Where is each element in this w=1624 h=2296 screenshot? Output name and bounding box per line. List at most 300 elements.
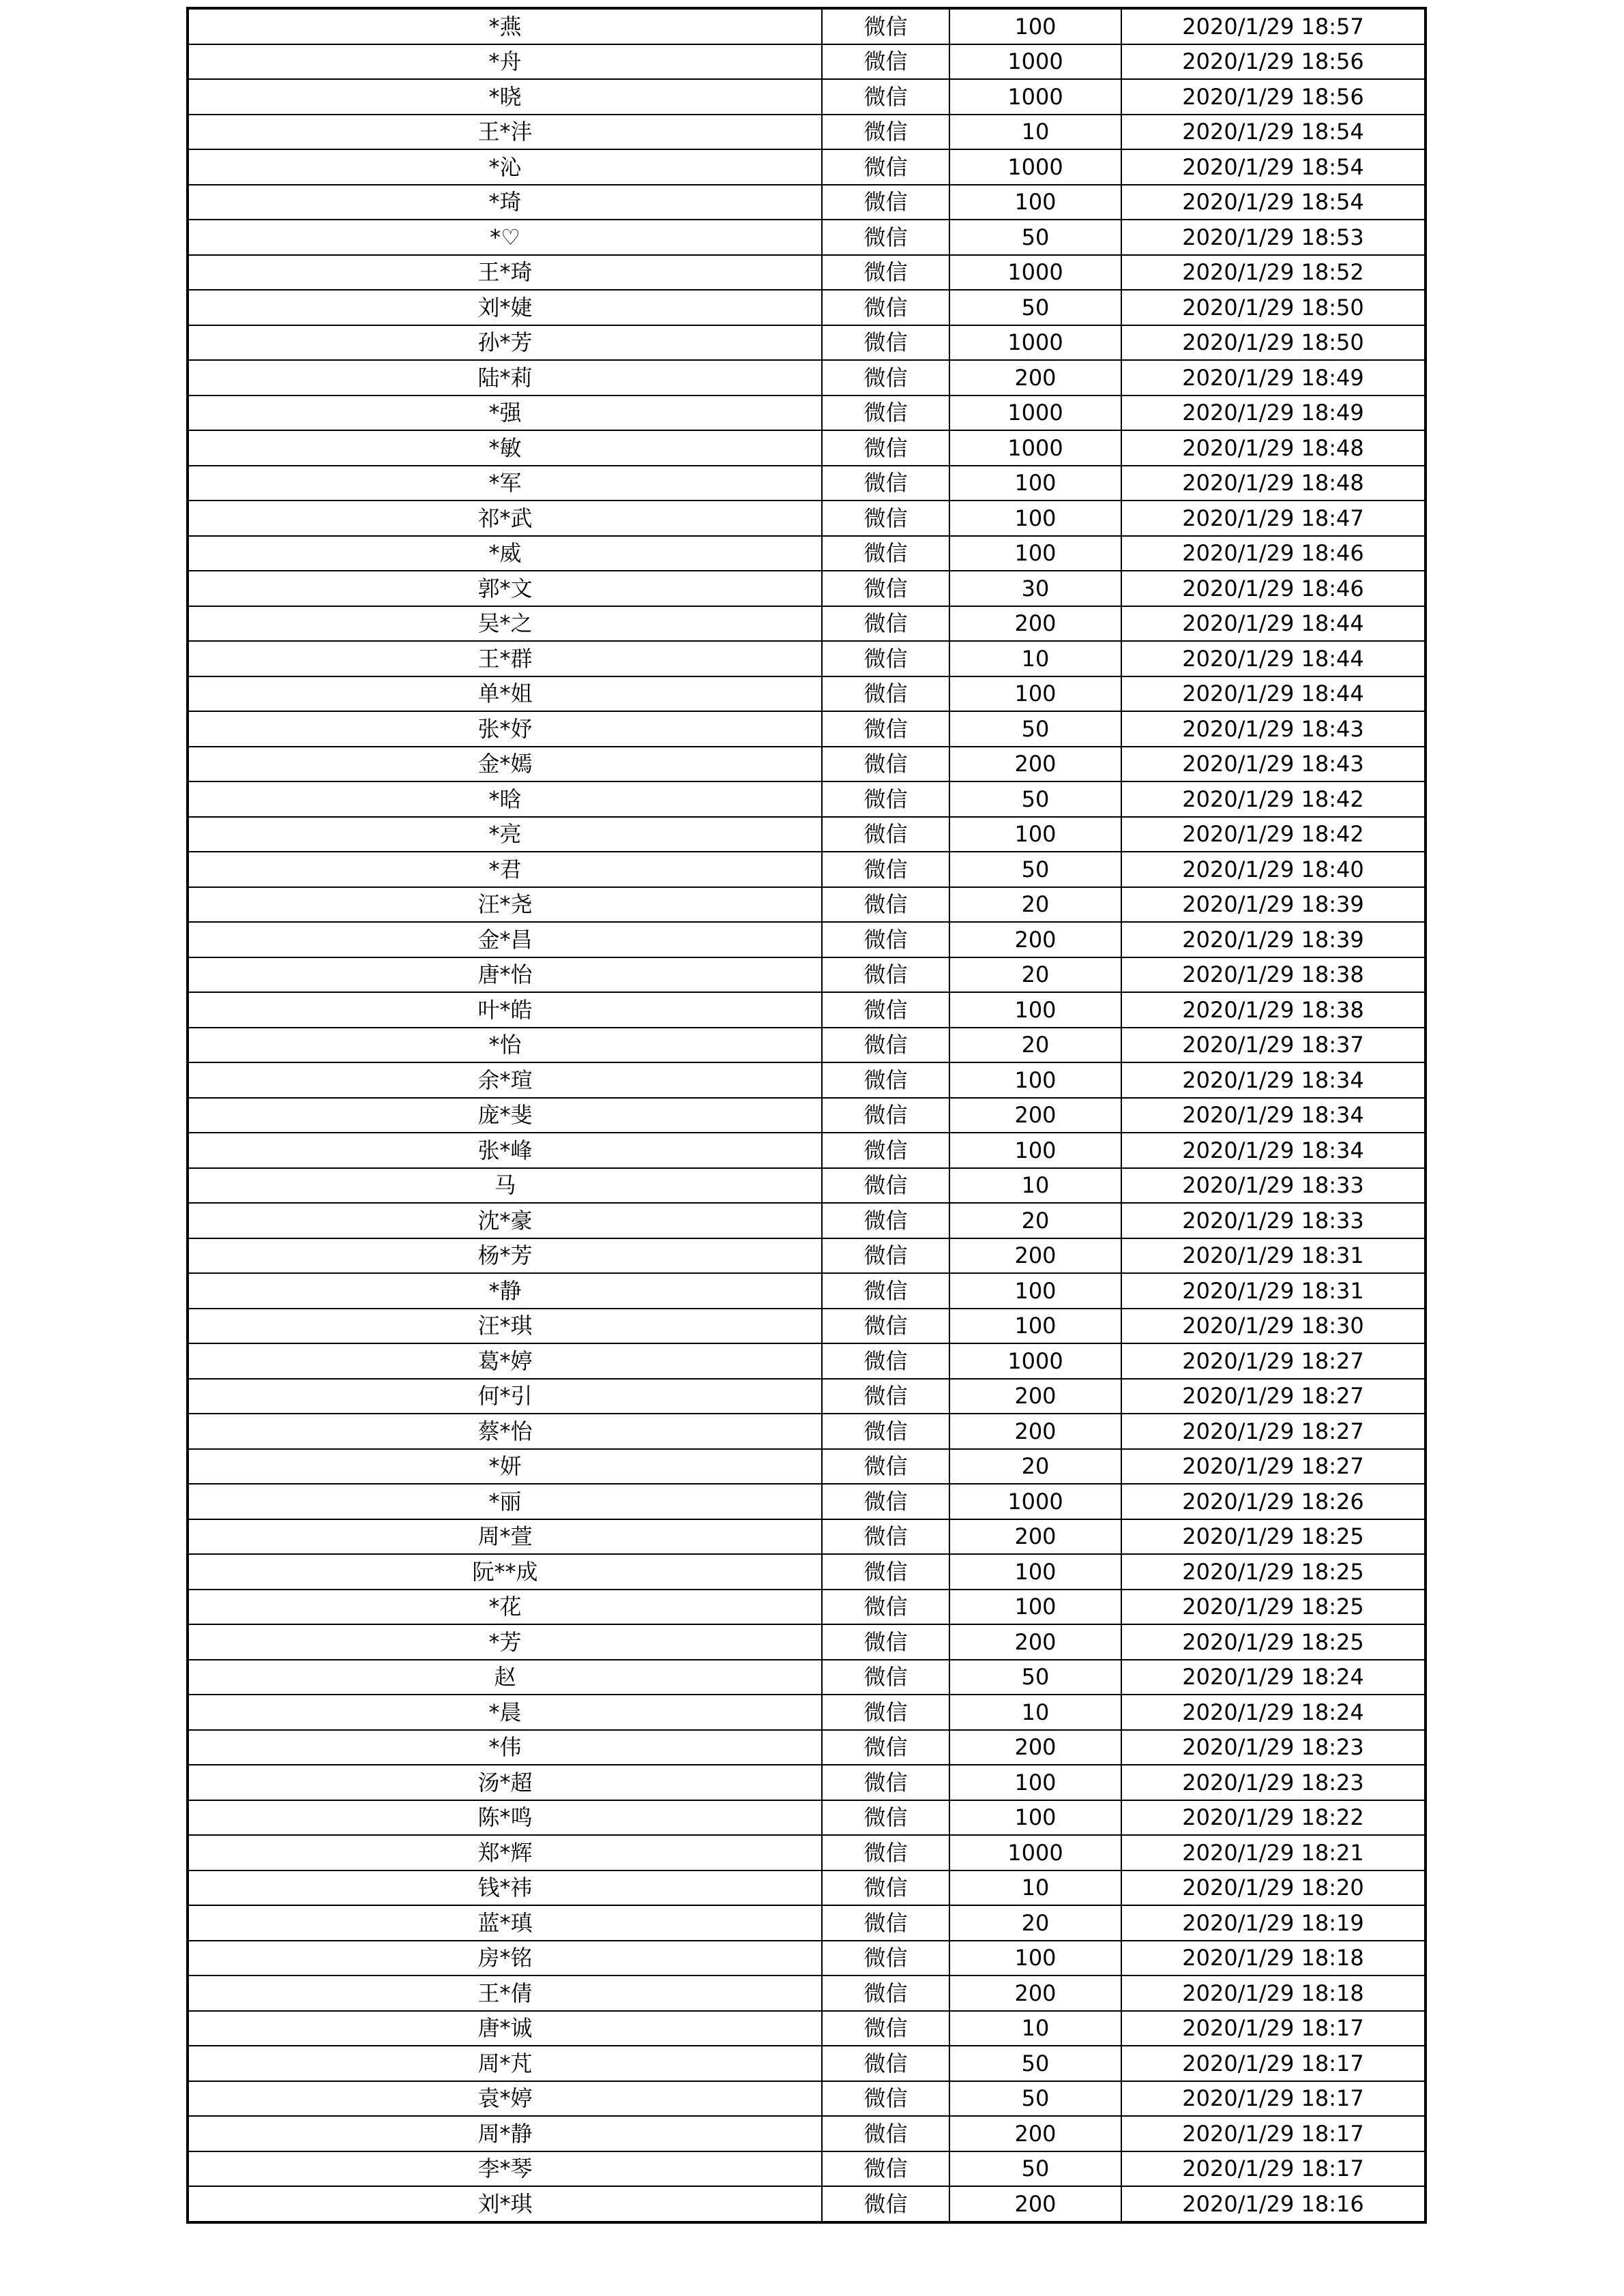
amount-cell: 100 xyxy=(949,1800,1121,1836)
timestamp-cell: 2020/1/29 18:39 xyxy=(1121,922,1426,957)
table-row xyxy=(188,1660,1426,1695)
timestamp-cell: 2020/1/29 18:56 xyxy=(1121,44,1426,80)
table-row xyxy=(188,430,1426,466)
payment-method-cell: 微信 xyxy=(822,606,949,642)
amount-cell: 200 xyxy=(949,1519,1121,1555)
donor-name-cell: *军 xyxy=(188,466,822,501)
amount-cell: 20 xyxy=(949,1028,1121,1063)
timestamp-cell: 2020/1/29 18:46 xyxy=(1121,536,1426,571)
payment-method-cell: 微信 xyxy=(822,1098,949,1133)
table-row xyxy=(188,1098,1426,1133)
table-row xyxy=(188,1941,1426,1976)
payment-method-cell: 微信 xyxy=(822,325,949,361)
timestamp-cell: 2020/1/29 18:24 xyxy=(1121,1695,1426,1730)
amount-cell: 10 xyxy=(949,1870,1121,1906)
donor-name-cell: 杨*芳 xyxy=(188,1238,822,1274)
timestamp-cell: 2020/1/29 18:18 xyxy=(1121,1941,1426,1976)
payment-method-cell: 微信 xyxy=(822,1800,949,1836)
amount-cell: 50 xyxy=(949,852,1121,887)
donor-name-cell: 庞*斐 xyxy=(188,1098,822,1133)
table-row xyxy=(188,2151,1426,2187)
amount-cell: 50 xyxy=(949,711,1121,747)
table-row xyxy=(188,536,1426,571)
amount-cell: 100 xyxy=(949,1273,1121,1309)
payment-method-cell: 微信 xyxy=(822,8,949,44)
table-row xyxy=(188,1203,1426,1238)
donor-name-cell: 郑*辉 xyxy=(188,1835,822,1870)
donor-name-cell: 沈*豪 xyxy=(188,1203,822,1238)
table-row xyxy=(188,220,1426,255)
donor-name-cell: 赵 xyxy=(188,1660,822,1695)
amount-cell: 1000 xyxy=(949,255,1121,290)
payment-method-cell: 微信 xyxy=(822,466,949,501)
timestamp-cell: 2020/1/29 18:34 xyxy=(1121,1062,1426,1098)
amount-cell: 100 xyxy=(949,1133,1121,1168)
timestamp-cell: 2020/1/29 18:17 xyxy=(1121,2151,1426,2187)
timestamp-cell: 2020/1/29 18:42 xyxy=(1121,817,1426,852)
donor-name-cell: *妍 xyxy=(188,1449,822,1485)
timestamp-cell: 2020/1/29 18:27 xyxy=(1121,1449,1426,1485)
timestamp-cell: 2020/1/29 18:31 xyxy=(1121,1273,1426,1309)
table-row xyxy=(188,1624,1426,1660)
table-row xyxy=(188,1590,1426,1625)
timestamp-cell: 2020/1/29 18:39 xyxy=(1121,887,1426,923)
table-row xyxy=(188,957,1426,993)
donor-name-cell: 王*倩 xyxy=(188,1976,822,2011)
timestamp-cell: 2020/1/29 18:31 xyxy=(1121,1238,1426,1274)
donor-name-cell: 周*萱 xyxy=(188,1519,822,1555)
timestamp-cell: 2020/1/29 18:42 xyxy=(1121,781,1426,817)
timestamp-cell: 2020/1/29 18:25 xyxy=(1121,1590,1426,1625)
donor-name-cell: 汤*超 xyxy=(188,1765,822,1800)
payment-method-cell: 微信 xyxy=(822,2081,949,2117)
table-row xyxy=(188,711,1426,747)
payment-method-cell: 微信 xyxy=(822,2186,949,2222)
payment-method-cell: 微信 xyxy=(822,1660,949,1695)
table-row xyxy=(188,781,1426,817)
donor-name-cell: 汪*尧 xyxy=(188,887,822,923)
timestamp-cell: 2020/1/29 18:34 xyxy=(1121,1133,1426,1168)
payment-method-cell: 微信 xyxy=(822,711,949,747)
amount-cell: 20 xyxy=(949,1905,1121,1941)
table-row xyxy=(188,571,1426,606)
amount-cell: 100 xyxy=(949,501,1121,536)
payment-method-cell: 微信 xyxy=(822,1695,949,1730)
donor-name-cell: 张*峰 xyxy=(188,1133,822,1168)
payment-method-cell: 微信 xyxy=(822,430,949,466)
amount-cell: 20 xyxy=(949,1203,1121,1238)
amount-cell: 200 xyxy=(949,360,1121,396)
payment-method-cell: 微信 xyxy=(822,536,949,571)
payment-method-cell: 微信 xyxy=(822,817,949,852)
payment-method-cell: 微信 xyxy=(822,747,949,782)
payment-method-cell: 微信 xyxy=(822,922,949,957)
amount-cell: 200 xyxy=(949,1730,1121,1765)
table-row xyxy=(188,79,1426,115)
payment-method-cell: 微信 xyxy=(822,1168,949,1204)
amount-cell: 100 xyxy=(949,817,1121,852)
donor-name-cell: 马 xyxy=(188,1168,822,1204)
payment-method-cell: 微信 xyxy=(822,676,949,712)
payment-method-cell: 微信 xyxy=(822,1519,949,1555)
table-row xyxy=(188,2116,1426,2151)
payment-method-cell: 微信 xyxy=(822,1590,949,1625)
timestamp-cell: 2020/1/29 18:33 xyxy=(1121,1168,1426,1204)
donor-name-cell: 袁*婷 xyxy=(188,2081,822,2117)
donor-name-cell: 蓝*瑱 xyxy=(188,1905,822,1941)
timestamp-cell: 2020/1/29 18:49 xyxy=(1121,396,1426,431)
timestamp-cell: 2020/1/29 18:43 xyxy=(1121,711,1426,747)
table-row xyxy=(188,1343,1426,1379)
table-row xyxy=(188,1309,1426,1344)
table-row xyxy=(188,2011,1426,2046)
table-row xyxy=(188,1133,1426,1168)
payment-method-cell: 微信 xyxy=(822,1976,949,2011)
table-row xyxy=(188,466,1426,501)
table-row xyxy=(188,2081,1426,2117)
amount-cell: 200 xyxy=(949,2116,1121,2151)
payment-method-cell: 微信 xyxy=(822,79,949,115)
payment-method-cell: 微信 xyxy=(822,290,949,325)
payment-method-cell: 微信 xyxy=(822,1343,949,1379)
timestamp-cell: 2020/1/29 18:54 xyxy=(1121,185,1426,220)
table-body xyxy=(188,8,1426,2222)
donor-name-cell: 叶*皓 xyxy=(188,992,822,1028)
payment-method-cell: 微信 xyxy=(822,255,949,290)
payment-method-cell: 微信 xyxy=(822,2046,949,2081)
payment-method-cell: 微信 xyxy=(822,2116,949,2151)
timestamp-cell: 2020/1/29 18:57 xyxy=(1121,8,1426,44)
amount-cell: 50 xyxy=(949,220,1121,255)
table-row xyxy=(188,1870,1426,1906)
amount-cell: 100 xyxy=(949,1309,1121,1344)
donor-name-cell: 钱*祎 xyxy=(188,1870,822,1906)
donor-name-cell: 王*群 xyxy=(188,641,822,676)
donation-records-table xyxy=(186,7,1427,2224)
donor-name-cell: 周*静 xyxy=(188,2116,822,2151)
timestamp-cell: 2020/1/29 18:48 xyxy=(1121,466,1426,501)
timestamp-cell: 2020/1/29 18:23 xyxy=(1121,1765,1426,1800)
amount-cell: 100 xyxy=(949,1765,1121,1800)
amount-cell: 50 xyxy=(949,2081,1121,2117)
timestamp-cell: 2020/1/29 18:50 xyxy=(1121,290,1426,325)
timestamp-cell: 2020/1/29 18:23 xyxy=(1121,1730,1426,1765)
table-row xyxy=(188,817,1426,852)
payment-method-cell: 微信 xyxy=(822,220,949,255)
donor-name-cell: 刘*琪 xyxy=(188,2186,822,2222)
amount-cell: 50 xyxy=(949,781,1121,817)
amount-cell: 1000 xyxy=(949,1343,1121,1379)
table-row xyxy=(188,887,1426,923)
donor-name-cell: *燕 xyxy=(188,8,822,44)
payment-method-cell: 微信 xyxy=(822,1028,949,1063)
timestamp-cell: 2020/1/29 18:17 xyxy=(1121,2046,1426,2081)
donor-name-cell: 孙*芳 xyxy=(188,325,822,361)
payment-method-cell: 微信 xyxy=(822,641,949,676)
timestamp-cell: 2020/1/29 18:27 xyxy=(1121,1343,1426,1379)
timestamp-cell: 2020/1/29 18:27 xyxy=(1121,1379,1426,1414)
amount-cell: 1000 xyxy=(949,149,1121,185)
timestamp-cell: 2020/1/29 18:22 xyxy=(1121,1800,1426,1836)
amount-cell: 30 xyxy=(949,571,1121,606)
payment-method-cell: 微信 xyxy=(822,1062,949,1098)
table-row xyxy=(188,501,1426,536)
donor-name-cell: *伟 xyxy=(188,1730,822,1765)
amount-cell: 100 xyxy=(949,8,1121,44)
timestamp-cell: 2020/1/29 18:43 xyxy=(1121,747,1426,782)
amount-cell: 50 xyxy=(949,2046,1121,2081)
table-row xyxy=(188,1730,1426,1765)
table-row xyxy=(188,44,1426,80)
amount-cell: 200 xyxy=(949,1414,1121,1449)
amount-cell: 200 xyxy=(949,1379,1121,1414)
amount-cell: 20 xyxy=(949,1449,1121,1485)
amount-cell: 20 xyxy=(949,887,1121,923)
donor-name-cell: *怡 xyxy=(188,1028,822,1063)
amount-cell: 50 xyxy=(949,1660,1121,1695)
amount-cell: 1000 xyxy=(949,1484,1121,1519)
amount-cell: 100 xyxy=(949,1590,1121,1625)
amount-cell: 50 xyxy=(949,2151,1121,2187)
table-row xyxy=(188,2046,1426,2081)
timestamp-cell: 2020/1/29 18:53 xyxy=(1121,220,1426,255)
payment-method-cell: 微信 xyxy=(822,1379,949,1414)
table-row xyxy=(188,8,1426,44)
table-row xyxy=(188,1168,1426,1204)
payment-method-cell: 微信 xyxy=(822,571,949,606)
amount-cell: 200 xyxy=(949,606,1121,642)
donor-name-cell: *芳 xyxy=(188,1624,822,1660)
table-row xyxy=(188,1765,1426,1800)
table-row xyxy=(188,992,1426,1028)
payment-method-cell: 微信 xyxy=(822,1870,949,1906)
donor-name-cell: *♡ xyxy=(188,220,822,255)
timestamp-cell: 2020/1/29 18:26 xyxy=(1121,1484,1426,1519)
amount-cell: 10 xyxy=(949,1168,1121,1204)
payment-method-cell: 微信 xyxy=(822,1133,949,1168)
donor-name-cell: *晨 xyxy=(188,1695,822,1730)
table-row xyxy=(188,325,1426,361)
amount-cell: 1000 xyxy=(949,396,1121,431)
timestamp-cell: 2020/1/29 18:44 xyxy=(1121,641,1426,676)
timestamp-cell: 2020/1/29 18:19 xyxy=(1121,1905,1426,1941)
timestamp-cell: 2020/1/29 18:17 xyxy=(1121,2011,1426,2046)
amount-cell: 100 xyxy=(949,1062,1121,1098)
amount-cell: 200 xyxy=(949,747,1121,782)
donor-name-cell: 房*铭 xyxy=(188,1941,822,1976)
timestamp-cell: 2020/1/29 18:46 xyxy=(1121,571,1426,606)
donor-name-cell: 刘*婕 xyxy=(188,290,822,325)
payment-method-cell: 微信 xyxy=(822,396,949,431)
payment-method-cell: 微信 xyxy=(822,781,949,817)
donor-name-cell: *晓 xyxy=(188,79,822,115)
payment-method-cell: 微信 xyxy=(822,1905,949,1941)
amount-cell: 200 xyxy=(949,2186,1121,2222)
timestamp-cell: 2020/1/29 18:25 xyxy=(1121,1519,1426,1555)
timestamp-cell: 2020/1/29 18:37 xyxy=(1121,1028,1426,1063)
amount-cell: 200 xyxy=(949,1238,1121,1274)
table-row xyxy=(188,1273,1426,1309)
timestamp-cell: 2020/1/29 18:21 xyxy=(1121,1835,1426,1870)
amount-cell: 100 xyxy=(949,1941,1121,1976)
amount-cell: 1000 xyxy=(949,79,1121,115)
table-row xyxy=(188,676,1426,712)
timestamp-cell: 2020/1/29 18:44 xyxy=(1121,606,1426,642)
donor-name-cell: 唐*诚 xyxy=(188,2011,822,2046)
donor-name-cell: *花 xyxy=(188,1590,822,1625)
payment-method-cell: 微信 xyxy=(822,1484,949,1519)
table-row xyxy=(188,641,1426,676)
donor-name-cell: *琦 xyxy=(188,185,822,220)
table-row xyxy=(188,149,1426,185)
donor-name-cell: 阮**成 xyxy=(188,1554,822,1590)
payment-method-cell: 微信 xyxy=(822,1449,949,1485)
donor-name-cell: 金*昌 xyxy=(188,922,822,957)
amount-cell: 100 xyxy=(949,676,1121,712)
payment-method-cell: 微信 xyxy=(822,2151,949,2187)
donor-name-cell: 蔡*怡 xyxy=(188,1414,822,1449)
timestamp-cell: 2020/1/29 18:52 xyxy=(1121,255,1426,290)
payment-method-cell: 微信 xyxy=(822,1554,949,1590)
timestamp-cell: 2020/1/29 18:30 xyxy=(1121,1309,1426,1344)
table-row xyxy=(188,747,1426,782)
payment-method-cell: 微信 xyxy=(822,2011,949,2046)
timestamp-cell: 2020/1/29 18:24 xyxy=(1121,1660,1426,1695)
timestamp-cell: 2020/1/29 18:56 xyxy=(1121,79,1426,115)
payment-method-cell: 微信 xyxy=(822,1309,949,1344)
payment-method-cell: 微信 xyxy=(822,1238,949,1274)
timestamp-cell: 2020/1/29 18:27 xyxy=(1121,1414,1426,1449)
payment-method-cell: 微信 xyxy=(822,1730,949,1765)
table-row xyxy=(188,1449,1426,1485)
donor-name-cell: *舟 xyxy=(188,44,822,80)
amount-cell: 10 xyxy=(949,1695,1121,1730)
payment-method-cell: 微信 xyxy=(822,185,949,220)
table-row xyxy=(188,360,1426,396)
timestamp-cell: 2020/1/29 18:17 xyxy=(1121,2116,1426,2151)
amount-cell: 200 xyxy=(949,1976,1121,2011)
table-row xyxy=(188,396,1426,431)
donor-name-cell: *君 xyxy=(188,852,822,887)
donor-name-cell: 王*琦 xyxy=(188,255,822,290)
donor-name-cell: 王*沣 xyxy=(188,115,822,150)
donor-name-cell: 李*琴 xyxy=(188,2151,822,2187)
timestamp-cell: 2020/1/29 18:40 xyxy=(1121,852,1426,887)
payment-method-cell: 微信 xyxy=(822,501,949,536)
donor-name-cell: 葛*婷 xyxy=(188,1343,822,1379)
amount-cell: 200 xyxy=(949,1098,1121,1133)
donor-name-cell: 余*瑄 xyxy=(188,1062,822,1098)
table-row xyxy=(188,1484,1426,1519)
donor-name-cell: *敏 xyxy=(188,430,822,466)
payment-method-cell: 微信 xyxy=(822,1835,949,1870)
timestamp-cell: 2020/1/29 18:49 xyxy=(1121,360,1426,396)
donor-name-cell: 吴*之 xyxy=(188,606,822,642)
amount-cell: 200 xyxy=(949,922,1121,957)
timestamp-cell: 2020/1/29 18:34 xyxy=(1121,1098,1426,1133)
timestamp-cell: 2020/1/29 18:18 xyxy=(1121,1976,1426,2011)
payment-method-cell: 微信 xyxy=(822,852,949,887)
timestamp-cell: 2020/1/29 18:20 xyxy=(1121,1870,1426,1906)
amount-cell: 10 xyxy=(949,2011,1121,2046)
timestamp-cell: 2020/1/29 18:25 xyxy=(1121,1624,1426,1660)
table-row xyxy=(188,1695,1426,1730)
payment-method-cell: 微信 xyxy=(822,1765,949,1800)
payment-method-cell: 微信 xyxy=(822,149,949,185)
amount-cell: 50 xyxy=(949,290,1121,325)
table-row xyxy=(188,1238,1426,1274)
timestamp-cell: 2020/1/29 18:54 xyxy=(1121,115,1426,150)
payment-method-cell: 微信 xyxy=(822,360,949,396)
donor-name-cell: 陆*莉 xyxy=(188,360,822,396)
donor-name-cell: *沁 xyxy=(188,149,822,185)
donor-name-cell: *威 xyxy=(188,536,822,571)
donor-name-cell: 汪*琪 xyxy=(188,1309,822,1344)
amount-cell: 1000 xyxy=(949,325,1121,361)
table-row xyxy=(188,1028,1426,1063)
table-row xyxy=(188,255,1426,290)
payment-method-cell: 微信 xyxy=(822,992,949,1028)
payment-method-cell: 微信 xyxy=(822,1414,949,1449)
table-row xyxy=(188,2186,1426,2222)
table-row xyxy=(188,185,1426,220)
amount-cell: 1000 xyxy=(949,44,1121,80)
timestamp-cell: 2020/1/29 18:16 xyxy=(1121,2186,1426,2222)
payment-method-cell: 微信 xyxy=(822,115,949,150)
amount-cell: 10 xyxy=(949,115,1121,150)
amount-cell: 100 xyxy=(949,1554,1121,1590)
donor-name-cell: *静 xyxy=(188,1273,822,1309)
donor-name-cell: *强 xyxy=(188,396,822,431)
donor-name-cell: 周*芃 xyxy=(188,2046,822,2081)
payment-method-cell: 微信 xyxy=(822,1624,949,1660)
table-row xyxy=(188,852,1426,887)
timestamp-cell: 2020/1/29 18:48 xyxy=(1121,430,1426,466)
amount-cell: 100 xyxy=(949,185,1121,220)
table-row xyxy=(188,1800,1426,1836)
timestamp-cell: 2020/1/29 18:38 xyxy=(1121,957,1426,993)
timestamp-cell: 2020/1/29 18:54 xyxy=(1121,149,1426,185)
table-row xyxy=(188,606,1426,642)
donor-name-cell: 单*姐 xyxy=(188,676,822,712)
donor-name-cell: *丽 xyxy=(188,1484,822,1519)
table-row xyxy=(188,922,1426,957)
table-row xyxy=(188,1414,1426,1449)
payment-method-cell: 微信 xyxy=(822,1203,949,1238)
timestamp-cell: 2020/1/29 18:25 xyxy=(1121,1554,1426,1590)
table-row xyxy=(188,290,1426,325)
payment-method-cell: 微信 xyxy=(822,1273,949,1309)
donor-name-cell: *亮 xyxy=(188,817,822,852)
timestamp-cell: 2020/1/29 18:50 xyxy=(1121,325,1426,361)
donor-name-cell: 郭*文 xyxy=(188,571,822,606)
timestamp-cell: 2020/1/29 18:38 xyxy=(1121,992,1426,1028)
amount-cell: 100 xyxy=(949,466,1121,501)
amount-cell: 20 xyxy=(949,957,1121,993)
payment-method-cell: 微信 xyxy=(822,1941,949,1976)
timestamp-cell: 2020/1/29 18:33 xyxy=(1121,1203,1426,1238)
table-row xyxy=(188,115,1426,150)
payment-method-cell: 微信 xyxy=(822,957,949,993)
table-row xyxy=(188,1905,1426,1941)
table-row xyxy=(188,1379,1426,1414)
table-row xyxy=(188,1519,1426,1555)
table-row xyxy=(188,1976,1426,2011)
amount-cell: 1000 xyxy=(949,1835,1121,1870)
timestamp-cell: 2020/1/29 18:17 xyxy=(1121,2081,1426,2117)
timestamp-cell: 2020/1/29 18:44 xyxy=(1121,676,1426,712)
table-row xyxy=(188,1062,1426,1098)
